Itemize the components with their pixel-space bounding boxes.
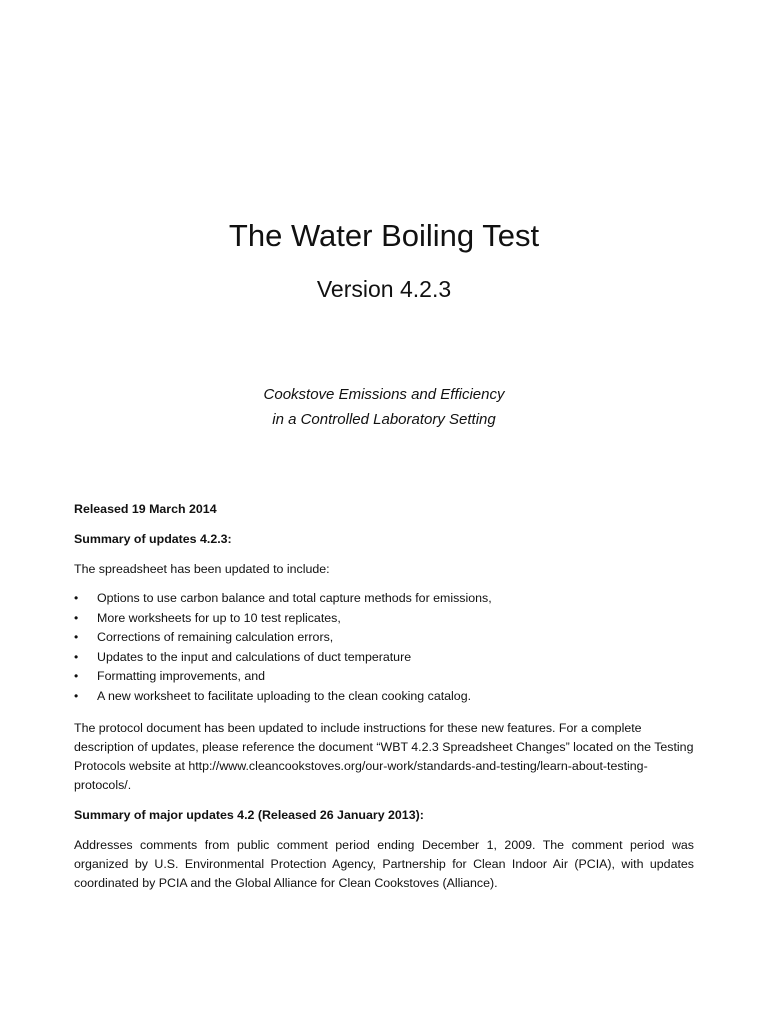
major-updates-heading: Summary of major updates 4.2 (Released 26 January 2013):: [74, 807, 424, 822]
list-item: [74, 667, 694, 687]
list-item: [74, 609, 694, 629]
comments-paragraph: Addresses comments from public comment period ending December 1, 2009. The comment period was organized by U.S. Environmental Protection Agency, Partnership for Clean Indoor Air (PCIA), with updates coordinated by PCIA and the Global Alliance for Clean Cookstoves (Alliance).: [74, 837, 694, 890]
bullet-icon: •: [74, 591, 79, 605]
list-item: [74, 648, 694, 668]
protocol-paragraph: The protocol document has been updated to include instructions for these new features. For a complete description of updates, please reference the document “WBT 4.2.3 Spreadsheet Changes” located on the Testing Protocols website at http://www.cleancookstoves.org/our-work/standards-and-testing/learn-about-testing-protocols/.: [74, 720, 694, 792]
list-item: [74, 687, 694, 707]
list-item: [74, 589, 694, 609]
subtitle-line-2: in a Controlled Laboratory Setting: [272, 411, 496, 428]
list-item-text: Updates to the input and calculations of duct temperature: [97, 649, 412, 664]
list-item: [74, 628, 694, 648]
bullet-icon: •: [74, 630, 79, 645]
document-version: Version 4.2.3: [316, 276, 452, 302]
document-title: The Water Boiling Test: [228, 218, 540, 253]
bullet-icon: •: [74, 610, 79, 625]
spreadsheet-intro: The spreadsheet has been updated to include:: [74, 562, 330, 576]
document-body: [74, 500, 694, 893]
list-item-text: More worksheets for up to 10 test replicates,: [97, 610, 341, 625]
bullet-icon: •: [74, 649, 79, 664]
list-item-text: A new worksheet to facilitate uploading to the clean cooking catalog.: [97, 688, 472, 703]
document-subtitle: [0, 382, 768, 432]
list-item-text: Corrections of remaining calculation errors,: [97, 630, 334, 645]
summary-heading: Summary of updates 4.2.3:: [74, 532, 232, 546]
release-date: Released 19 March 2014: [74, 502, 217, 516]
bullet-icon: •: [74, 688, 79, 703]
subtitle-line-1: Cookstove Emissions and Efficiency: [263, 386, 505, 403]
list-item-text: Formatting improvements, and: [97, 669, 266, 684]
bullet-icon: •: [74, 669, 79, 684]
list-item-text: Options to use carbon balance and total capture methods for emissions,: [97, 591, 492, 605]
updates-list: [74, 589, 694, 707]
